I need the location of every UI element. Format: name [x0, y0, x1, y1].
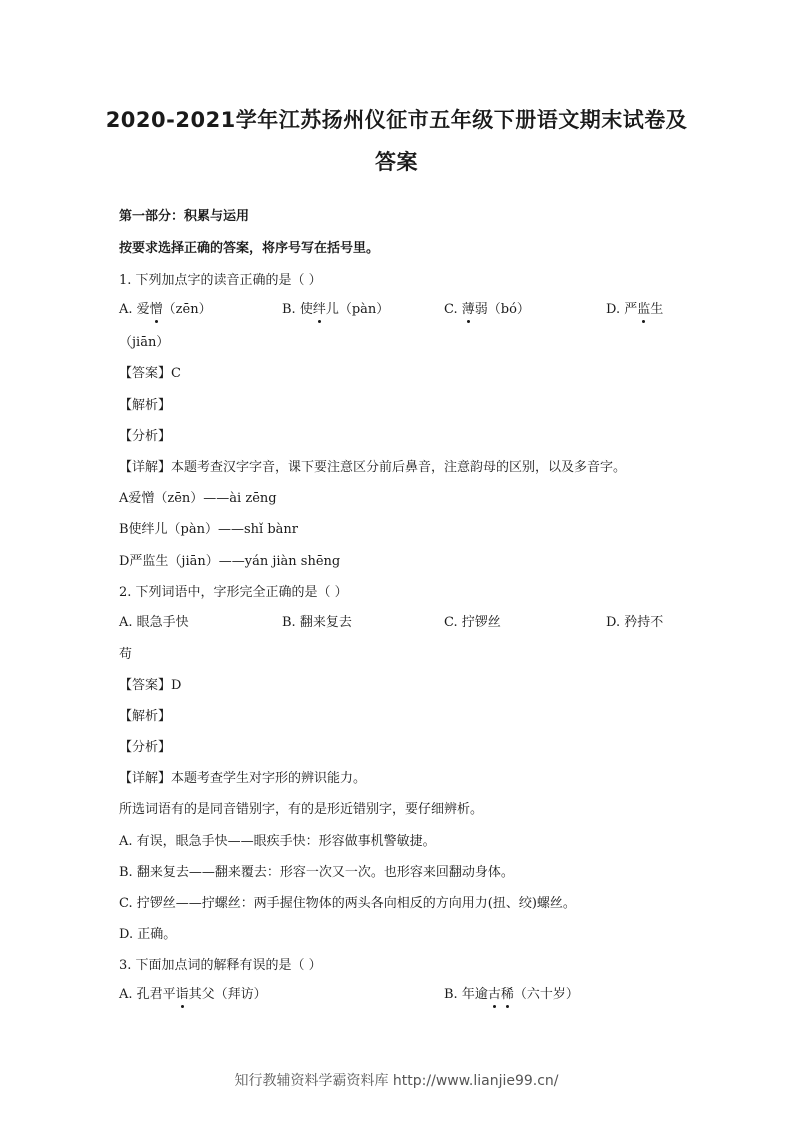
q2-analysis-label: 【解析】 [119, 709, 172, 724]
emphasis-dot-char: 憎 [149, 302, 163, 317]
q3-option-a: A. 孔君平诣其父（拜访） [119, 987, 267, 1002]
q2-fenxi-label: 【分析】 [119, 740, 172, 755]
q1-option-d-continued: （jiān） [119, 335, 170, 350]
emphasis-dot-char: 绊 [312, 302, 326, 317]
q2-option-b: B. 翻来复去 [282, 615, 352, 630]
q2-stem: 2. 下列词语中，字形完全正确的是（ ） [119, 585, 348, 600]
q2-explanation-line: D. 正确。 [119, 927, 177, 942]
q2-option-a: A. 眼急手快 [119, 615, 189, 630]
section-instruction: 按要求选择正确的答案，将序号写在括号里。 [119, 241, 380, 256]
emphasis-dot-char: 监 [637, 302, 651, 317]
q1-detail: 【详解】本题考查汉字字音，课下要注意区分前后鼻音，注意韵母的区别，以及多音字。 [119, 460, 627, 475]
q2-answer: 【答案】D [119, 678, 182, 693]
q1-fenxi-label: 【分析】 [119, 429, 172, 444]
q2-explanation-line: A. 有误，眼急手快——眼疾手快：形容做事机警敏捷。 [119, 834, 436, 849]
document-title-line2: 答案 [375, 150, 418, 174]
emphasis-dot-char: 薄 [461, 302, 475, 317]
emphasis-dot-char: 古 [487, 987, 501, 1002]
q2-explanation-line: C. 拧锣丝——拧螺丝：两手握住物体的两头各向相反的方向用力(扭、绞)螺丝。 [119, 896, 576, 911]
q2-detail: 【详解】本题考查学生对字形的辨识能力。 [119, 771, 367, 786]
q1-option-a: A. 爱憎（zēn） [119, 302, 212, 317]
q3-stem: 3. 下面加点词的解释有误的是（ ） [119, 958, 322, 973]
q1-option-d: D. 严监生 [606, 302, 664, 317]
q3-option-b: B. 年逾古稀（六十岁） [444, 987, 579, 1002]
q2-option-d-continued: 苟 [119, 647, 133, 662]
q1-note: D严监生（jiān）——yán jiàn shēng [119, 554, 341, 569]
document-title-line1: 2020-2021学年江苏扬州仪征市五年级下册语文期末试卷及 [105, 108, 688, 132]
footer-watermark-text: 知行教辅资料学霸资料库 http://www.lianjie99.cn/ [234, 1073, 559, 1089]
q1-stem: 1. 下列加点字的读音正确的是（ ） [119, 273, 322, 288]
section-heading: 第一部分：积累与运用 [119, 209, 250, 224]
q2-option-c: C. 拧锣丝 [444, 615, 501, 630]
q1-option-c: C. 薄弱（bó） [444, 302, 530, 317]
q1-analysis-label: 【解析】 [119, 398, 172, 413]
q1-note: B使绊儿（pàn）——shǐ bànr [119, 522, 298, 537]
emphasis-dot-char: 诣 [175, 987, 189, 1002]
q1-option-b: B. 使绊儿（pàn） [282, 302, 390, 317]
q1-answer: 【答案】C [119, 366, 181, 381]
q2-explanation-line: 所选词语有的是同音错别字，有的是形近错别字，要仔细辨析。 [119, 802, 484, 817]
q1-note: A爱憎（zēn）——ài zēng [119, 491, 277, 506]
q2-option-d: D. 矜持不 [606, 615, 664, 630]
emphasis-dot-char: 稀 [500, 987, 514, 1002]
q2-explanation-line: B. 翻来复去——翻来覆去：形容一次又一次。也形容来回翻动身体。 [119, 865, 514, 880]
